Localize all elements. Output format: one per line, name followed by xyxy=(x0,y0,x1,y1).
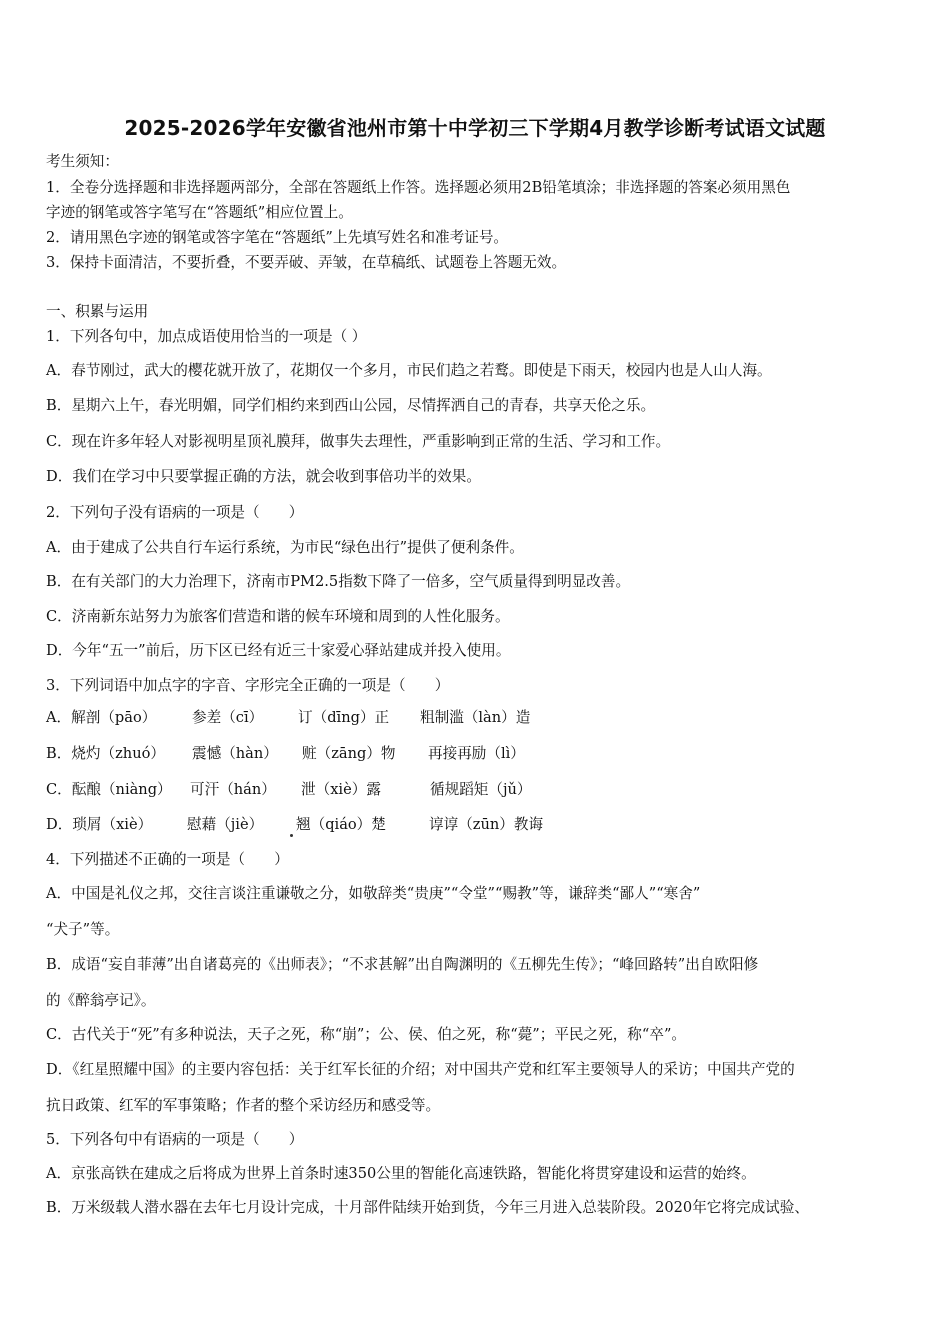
question-2-stem: 2．下列句子没有语病的一项是（ ） xyxy=(46,504,304,521)
question-2-option-a: A．由于建成了公共自行车运行系统，为市民“绿色出行”提供了便利条件。 xyxy=(46,539,524,556)
word-cell: 可汗（hán） xyxy=(190,781,276,798)
word-cell: 翘（qiáo）楚 xyxy=(296,816,386,833)
question-4-option-b-line-2: 的《醉翁亭记》。 xyxy=(46,992,156,1009)
word-cell: D．琐屑（xiè） xyxy=(46,816,153,833)
question-4-option-d-line-2: 抗日政策、红军的军事策略；作者的整个采访经历和感受等。 xyxy=(46,1097,441,1114)
question-1-option-a: A．春节刚过，武大的樱花就开放了，花期仅一个多月，市民们趋之若鹜。即使是下雨天，校园内也是人山人海。 xyxy=(46,362,772,379)
word-cell: 泄（xiè）露 xyxy=(301,781,381,798)
question-1-option-d: D．我们在学习中只要掌握正确的方法，就会收到事倍功半的效果。 xyxy=(46,468,481,485)
question-4-stem: 4．下列描述不正确的一项是（ ） xyxy=(46,851,289,868)
question-4-option-b-line-1: B．成语“妄自菲薄”出自诸葛亮的《出师表》；“不求甚解”出自陶渊明的《五柳先生传》；“峰回路转”出自欧阳修 xyxy=(46,956,759,973)
page-title: 2025-2026学年安徽省池州市第十中学初三下学期4月教学诊断考试语文试题 xyxy=(124,116,826,140)
word-cell: 谆谆（zūn）教诲 xyxy=(429,816,544,833)
question-3-stem: 3．下列词语中加点字的字音、字形完全正确的一项是（ ） xyxy=(46,677,450,694)
notice-item-1-line-1: 1．全卷分选择题和非选择题两部分，全部在答题纸上作答。选择题必须用2B铅笔填涂；非选择题的答案必须用黑色 xyxy=(46,179,791,196)
question-5-option-b: B．万米级载人潜水器在去年七月设计完成，十月部件陆续开始到货，今年三月进入总装阶段。2020年它将完成试验、 xyxy=(46,1199,809,1216)
question-1-option-b: B．星期六上午，春光明媚，同学们相约来到西山公园，尽情挥洒自己的青春，共享天伦之乐。 xyxy=(46,397,656,414)
notice-item-2: 2．请用黑色字迹的钢笔或答字笔在“答题纸”上先填写姓名和准考证号。 xyxy=(46,229,509,246)
question-4-option-a-line-2: “犬子”等。 xyxy=(46,921,120,938)
word-cell: 参差（cī） xyxy=(192,709,264,726)
word-cell: 粗制滥（làn）造 xyxy=(420,709,531,726)
question-1-option-c: C．现在许多年轻人对影视明星顶礼膜拜，做事失去理性，严重影响到正常的生活、学习和工作。 xyxy=(46,433,671,450)
question-5-stem: 5．下列各句中有语病的一项是（ ） xyxy=(46,1131,304,1148)
question-4-option-a-line-1: A．中国是礼仪之邦，交往言谈注重谦敬之分，如敬辞类“贵庚”“令堂”“赐教”等，谦辞类“鄙人”“寒舍” xyxy=(46,885,701,902)
question-5-option-a: A．京张高铁在建成之后将成为世界上首条时速350公里的智能化高速铁路，智能化将贯穿建设和运营的始终。 xyxy=(46,1165,756,1182)
question-2-option-d: D．今年“五一”前后，历下区已经有近三十家爱心驿站建成并投入使用。 xyxy=(46,642,511,659)
question-2-option-b: B．在有关部门的大力治理下，济南市PM2.5指数下降了一倍多，空气质量得到明显改善。 xyxy=(46,573,631,590)
word-cell: 再接再励（lì） xyxy=(428,745,525,762)
word-cell: B．烧灼（zhuó） xyxy=(46,745,165,762)
section-heading: 一、积累与运用 xyxy=(46,303,149,320)
word-cell: 赃（zāng）物 xyxy=(302,745,396,762)
word-cell: 慰藉（jiè） xyxy=(187,816,264,833)
emphasis-dot xyxy=(290,834,293,837)
word-cell: 震憾（hàn） xyxy=(192,745,278,762)
notice-item-3: 3．保持卡面清洁，不要折叠，不要弄破、弄皱，在草稿纸、试题卷上答题无效。 xyxy=(46,254,567,271)
word-cell: C．酝酿（niàng） xyxy=(46,781,172,798)
question-2-option-c: C．济南新东站努力为旅客们营造和谐的候车环境和周到的人性化服务。 xyxy=(46,608,510,625)
question-1-stem: 1．下列各句中，加点成语使用恰当的一项是（ ） xyxy=(46,328,367,345)
notice-heading: 考生须知： xyxy=(46,153,119,170)
question-4-option-c: C．古代关于“死”有多种说法，天子之死，称“崩”；公、侯、伯之死，称“薨”；平民之死，称“卒”。 xyxy=(46,1026,687,1043)
question-4-option-d-line-1: D．《红星照耀中国》的主要内容包括：关于红军长征的介绍；对中国共产党和红军主要领导人的采访；中国共产党的 xyxy=(46,1061,795,1078)
word-cell: 循规蹈矩（jǔ） xyxy=(430,781,532,798)
notice-item-1-line-2: 字迹的钢笔或答字笔写在“答题纸”相应位置上。 xyxy=(46,204,353,221)
word-cell: 订（dīng）正 xyxy=(298,709,390,726)
word-cell: A．解剖（pāo） xyxy=(46,709,157,726)
